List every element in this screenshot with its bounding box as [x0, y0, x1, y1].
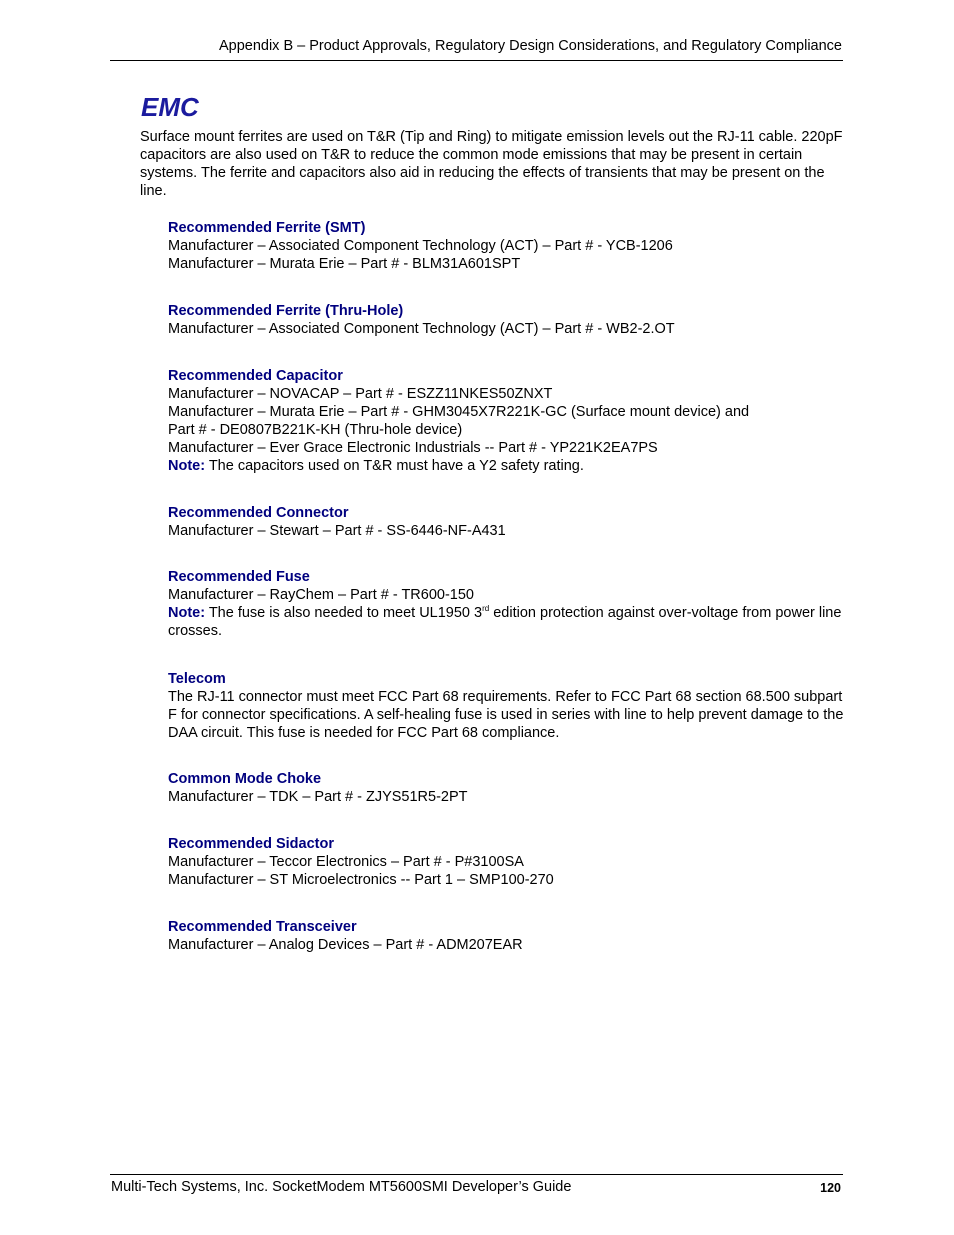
note-label: Note: — [168, 458, 206, 474]
connector-line: Manufacturer – Stewart – Part # - SS-6446-NF-A431 — [168, 523, 506, 539]
sidactor-section — [168, 835, 848, 889]
ordinal-superscript: rd — [482, 604, 490, 614]
ferrite-thru-heading: Recommended Ferrite (Thru-Hole) — [168, 303, 404, 319]
note-label: Note: — [168, 605, 206, 621]
telecom-heading: Telecom — [168, 671, 226, 687]
note-text: The capacitors used on T&R must have a Y2 safety rating. — [205, 458, 584, 474]
intro-paragraph: Surface mount ferrites are used on T&R (Tip and Ring) to mitigate emission levels out the RJ-11 cable. 220pF capacitors are also used on T&R to reduce the common mode emissions that may be present in certain systems. The ferrite and capacitors also aid in reducing the effects of transients that may be present on the line. — [140, 129, 843, 199]
fuse-section — [168, 568, 848, 640]
capacitor-line: Manufacturer – Murata Erie – Part # - GHM3045X7R221K-GC (Surface mount device) and — [168, 404, 750, 420]
choke-heading: Common Mode Choke — [168, 771, 322, 787]
sidactor-line: Manufacturer – ST Microelectronics -- Part 1 – SMP100-270 — [168, 872, 554, 888]
section-title: EMC — [141, 92, 199, 122]
telecom-section — [168, 670, 848, 742]
transceiver-line: Manufacturer – Analog Devices – Part # - ADM207EAR — [168, 937, 523, 953]
capacitor-line: Part # - DE0807B221K-KH (Thru-hole device) — [168, 422, 463, 438]
sidactor-heading: Recommended Sidactor — [168, 836, 334, 852]
fuse-heading: Recommended Fuse — [168, 569, 310, 585]
header-title: Appendix B – Product Approvals, Regulatory Design Considerations, and Regulatory Compliance — [218, 38, 842, 54]
capacitor-line: Manufacturer – NOVACAP – Part # - ESZZ11NKES50ZNXT — [168, 386, 553, 402]
transceiver-heading: Recommended Transceiver — [168, 919, 357, 935]
note-text: The fuse is also needed to meet UL1950 3 — [205, 605, 483, 621]
choke-section — [168, 770, 848, 806]
telecom-text: The RJ-11 connector must meet FCC Part 68 requirements. Refer to FCC Part 68 section 68.500 subpart F for connector specifications. A self-healing fuse is used in series with line to help prevent damage to the DAA circuit. This fuse is needed for FCC Part 68 compliance. — [168, 689, 844, 741]
page-number: 120 — [820, 1181, 841, 1195]
capacitor-heading: Recommended Capacitor — [168, 368, 343, 384]
choke-line: Manufacturer – TDK – Part # - ZJYS51R5-2PT — [168, 789, 468, 805]
ferrite-smt-line: Manufacturer – Associated Component Technology (ACT) – Part # - YCB-1206 — [168, 238, 673, 254]
ferrite-thru-line: Manufacturer – Associated Component Technology (ACT) – Part # - WB2-2.OT — [168, 321, 675, 337]
transceiver-section — [168, 918, 848, 954]
capacitor-note — [168, 457, 848, 475]
fuse-line: Manufacturer – RayChem – Part # - TR600-150 — [168, 587, 474, 603]
sidactor-line: Manufacturer – Teccor Electronics – Part # - P#3100SA — [168, 854, 524, 870]
ferrite-thru-section — [168, 302, 848, 338]
connector-heading: Recommended Connector — [168, 505, 349, 521]
page-footer — [110, 1174, 843, 1205]
ferrite-smt-heading: Recommended Ferrite (SMT) — [168, 220, 366, 236]
connector-section — [168, 504, 848, 540]
capacitor-line: Manufacturer – Ever Grace Electronic Industrials -- Part # - YP221K2EA7PS — [168, 440, 658, 456]
footer-text: Multi-Tech Systems, Inc. SocketModem MT5600SMI Developer’s Guide — [111, 1179, 572, 1195]
fuse-note — [168, 604, 848, 640]
page-header — [110, 38, 843, 61]
ferrite-smt-line: Manufacturer – Murata Erie – Part # - BLM31A601SPT — [168, 256, 521, 272]
capacitor-section — [168, 367, 848, 475]
note-text-continued: edition protection against over-voltage from power line crosses. — [168, 605, 842, 639]
ferrite-smt-section — [168, 219, 848, 273]
